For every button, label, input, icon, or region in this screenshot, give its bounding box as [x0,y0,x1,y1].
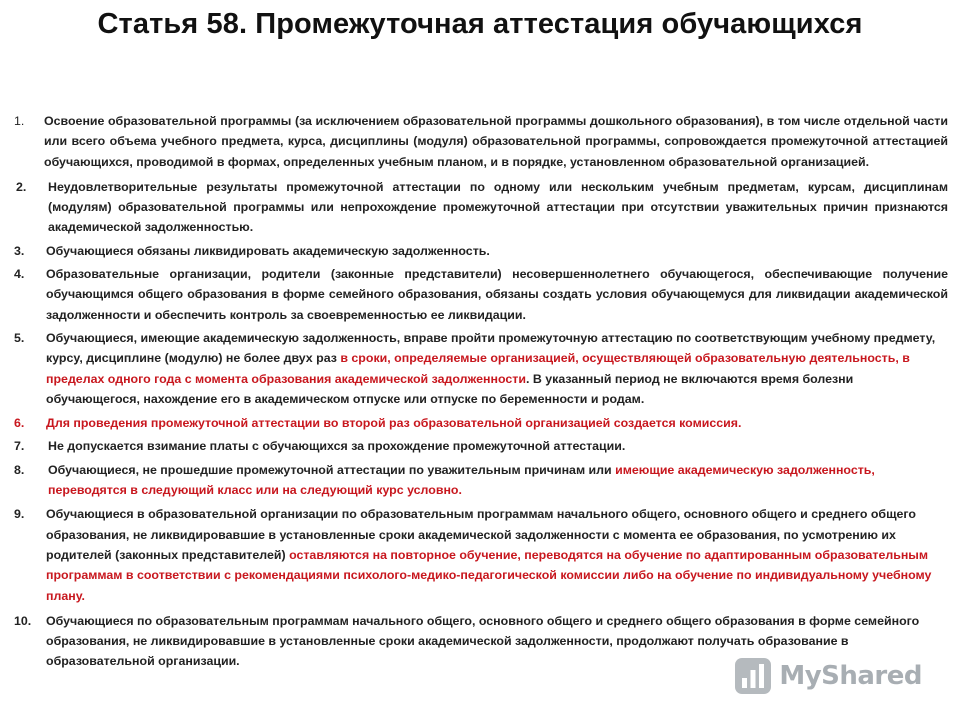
item-text-highlight: в сроки, определяемые организацией, осуществляющей образовательную деятельность, в пределах одного года с момента образования академической задолженности [46,351,910,386]
watermark [733,656,922,696]
item-number: 7. [14,439,25,454]
item-text: Образовательные организации, родители (законные представители) несовершеннолетнего обучающегося, обеспечивающие получение обучающимся общего образования в форме семейного образования, обязаны создать условия обучающемуся для ликвидации академической задолженности и обеспечить контроль за своевременностью ее ликвидации. [46,267,948,322]
item-text-part: Обучающиеся в образовательной организации по образовательным программам начального общего, основного общего и среднего общего образования, не ликвидировавшие в установленные сроки академической задолженности с момента ее образования, по усмотрению их родителей (законных представителей) [46,507,916,562]
item-text [46,328,948,409]
item-number: 1. [14,114,25,128]
list-item [14,504,948,605]
item-number: 8. [14,462,25,477]
item-text: Освоение образовательной программы (за исключением образовательной программы дошкольного образования), в том числе отдельной части или всего объема учебного предмета, курса, дисциплины (модуля) образовательной программы, сопровождается промежуточной аттестацией обучающихся, проводимой в формах, определенных учебным планом, и в порядке, установленном образовательной организацией. [44,114,948,169]
list-item [14,177,948,238]
item-text-part: . В указанный период не включаются время болезни обучающегося, нахождение его в академическом отпуске или отпуске по беременности и родам. [46,371,854,406]
item-text-part: Обучающиеся, имеющие академическую задолженность, вправе пройти промежуточную аттестацию по соответствующим учебному предмету, курсу, дисциплине (модулю) не более двух раз [46,330,936,366]
list-item [14,460,948,501]
item-number: 4. [14,267,25,282]
watermark-text: MyShared [779,661,922,691]
item-text-highlight: оставляются на повторное обучение, переводятся на обучение по адаптированным образовательным программам в соответствии с рекомендациями психолого-медико-педагогической комиссии либо на обучение по индивидуальному учебному плану. [46,547,932,603]
item-number: 5. [14,330,25,345]
list-item [14,111,948,172]
item-number: 6. [14,416,25,431]
item-number: 9. [14,507,25,522]
list-item [14,328,948,409]
item-text: Неудовлетворительные результаты промежуточной аттестации по одному или нескольким учебным предметам, курсам, дисциплинам (модулям) образовательной программы или непрохождение промежуточной аттестации при отсутствии уважительных причин признаются академической задолженностью. [48,179,948,235]
item-text-part: Обучающиеся, не прошедшие промежуточной аттестации по уважительным причинам или [48,462,616,477]
item-text: Не допускается взимание платы с обучающихся за прохождение промежуточной аттестации. [48,439,626,454]
item-text-highlight: имеющие академическую задолженность, переводятся в следующий класс или на следующий курс условно. [48,462,875,498]
item-text: Обучающиеся по образовательным программам начального общего, основного общего и среднего общего образования в форме семейного образования, не ликвидировавшие в установленные сроки академической задолженности, продолжают получать образование в образовательной организации. [46,613,920,669]
list-item [14,436,948,456]
article-items-list [14,111,948,672]
item-text [46,504,948,605]
list-item [14,241,948,261]
item-text: Обучающиеся обязаны ликвидировать академическую задолженность. [46,243,490,258]
list-item [14,413,948,433]
myshared-logo-icon [733,656,773,696]
item-number: 2. [16,179,27,194]
list-item [14,264,948,325]
item-text [48,460,948,501]
item-number: 10. [14,613,32,628]
item-number: 3. [14,243,25,258]
item-text-highlight: Для проведения промежуточной аттестации во второй раз образовательной организацией создается комиссия. [46,416,742,431]
page-title: Статья 58. Промежуточная аттестация обучающихся [97,8,863,40]
